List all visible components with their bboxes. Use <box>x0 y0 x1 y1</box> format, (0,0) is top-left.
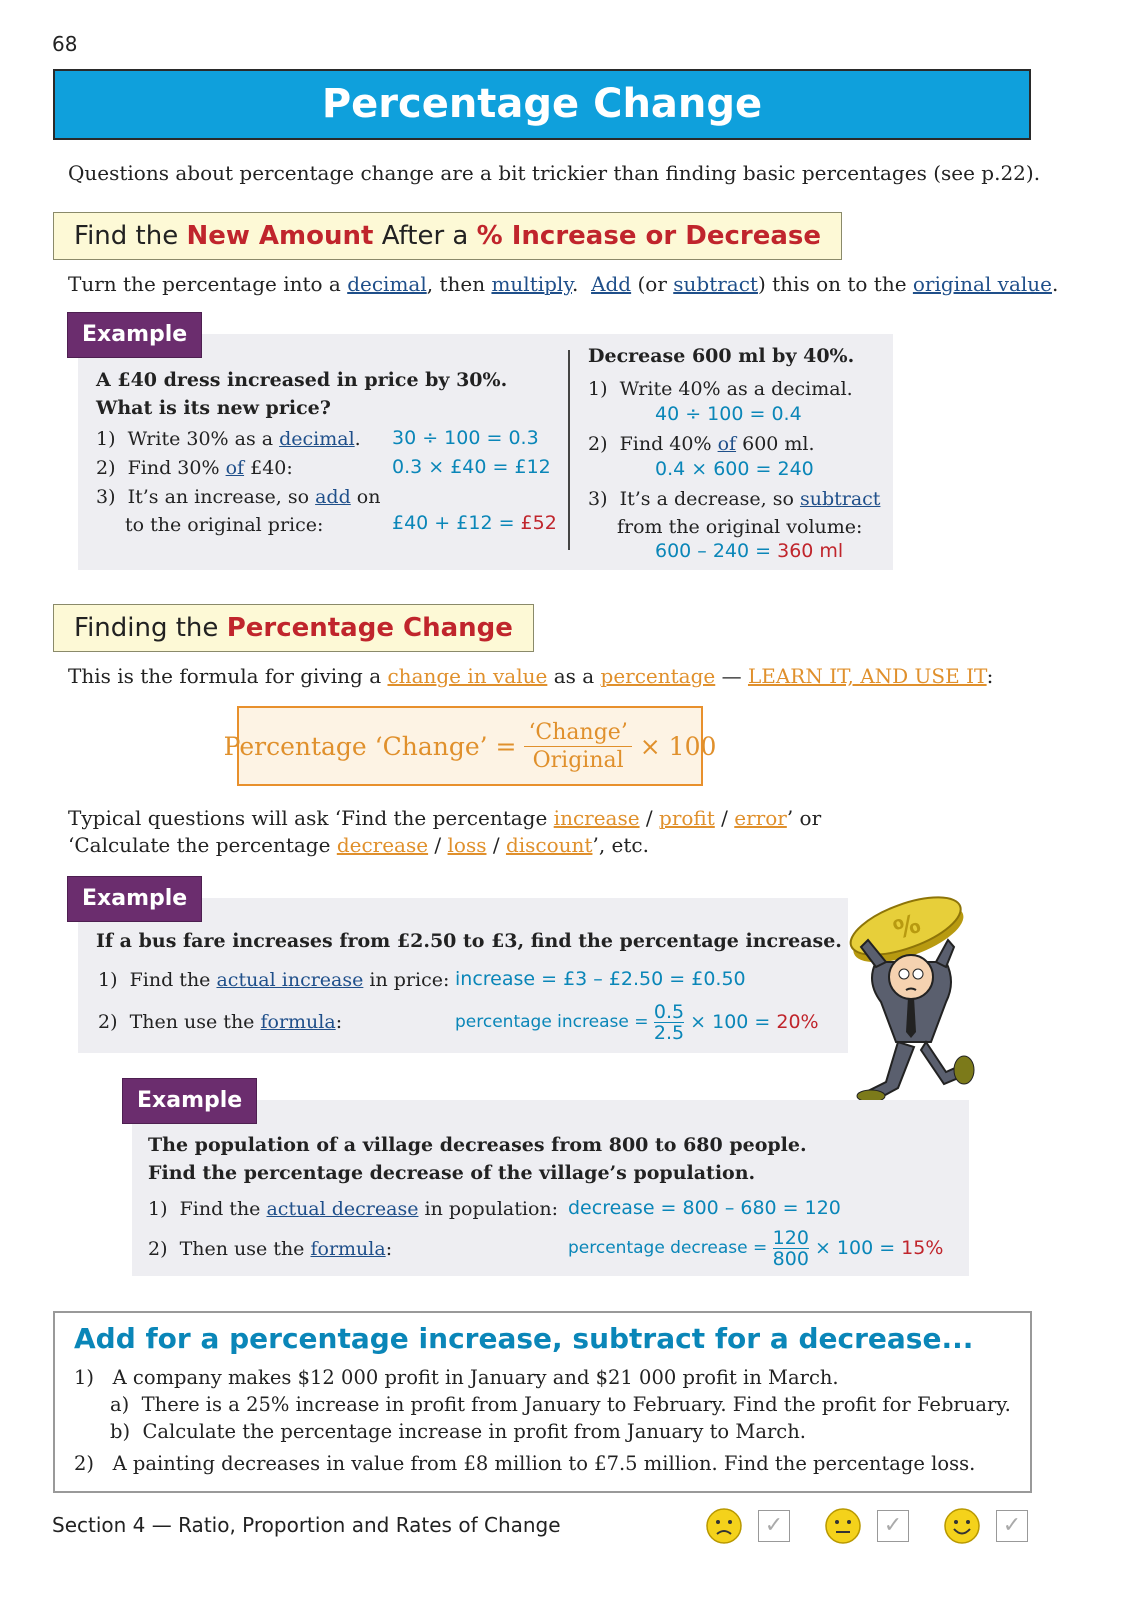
sad-face-icon <box>706 1508 742 1544</box>
heading-text: Finding the <box>74 613 227 643</box>
question-line: The population of a village decreases from 800 to 680 people. <box>148 1134 807 1156</box>
example2-step1 <box>98 966 449 994</box>
step-text: Find the <box>179 1198 267 1220</box>
step-number: 3) <box>96 486 116 508</box>
step-text: : <box>335 1011 343 1033</box>
heading-highlight: New Amount <box>186 221 374 251</box>
exercise-q1a <box>74 1391 1011 1418</box>
example1-step3 <box>96 483 380 539</box>
step-number: 2) <box>148 1238 168 1260</box>
formula-denominator: Original <box>532 747 624 773</box>
example1-right-step3 <box>588 485 880 541</box>
exercise-heading: Add for a percentage increase, subtract for a decrease... <box>74 1322 974 1355</box>
calc-result: 360 ml <box>777 540 844 562</box>
exercise-q1 <box>74 1364 1011 1391</box>
fraction-denominator: 800 <box>772 1247 809 1270</box>
step-text: to the original price: <box>125 514 324 536</box>
step-text: Find 40% <box>619 433 718 455</box>
step-text: in price: <box>363 969 450 991</box>
question-line: Find the percentage decrease of the village’s population. <box>148 1162 756 1184</box>
text: ’ or <box>786 806 822 830</box>
example1-step1-calc: 30 ÷ 100 = 0.3 <box>392 427 539 449</box>
keyword-decimal: decimal <box>347 272 427 296</box>
step-text: £40: <box>244 457 293 479</box>
footer-section: Section 4 — Ratio, Proportion and Rates of Change <box>52 1513 561 1537</box>
keyword-subtract: subtract <box>799 488 881 510</box>
text: ’, etc. <box>592 833 649 857</box>
self-assessment-happy <box>944 1508 1028 1544</box>
example2-tab: Example <box>67 876 202 922</box>
step-text: Then use the <box>179 1238 311 1260</box>
formula-fraction <box>524 719 631 774</box>
keyword-formula: formula <box>310 1238 386 1260</box>
keyword-change-in-value: change in value <box>387 664 548 688</box>
step-number: 2) <box>96 457 116 479</box>
example2-step2 <box>98 1008 342 1036</box>
question-number: b) <box>110 1420 131 1443</box>
page-number: 68 <box>52 32 78 56</box>
formula-left: Percentage ‘Change’ = <box>223 731 525 761</box>
example3-step1-calc: decrease = 800 – 680 = 120 <box>568 1197 841 1219</box>
step-text: Then use the <box>129 1011 261 1033</box>
example3-tab: Example <box>122 1078 257 1124</box>
text: / <box>639 806 660 830</box>
heading-highlight: % Increase or Decrease <box>476 221 821 251</box>
example1-tab: Example <box>67 312 202 358</box>
keyword-add: add <box>315 486 351 508</box>
neutral-face-icon <box>825 1508 861 1544</box>
section-heading-percentage-change <box>53 604 534 652</box>
text: This is the formula for giving a <box>68 664 388 688</box>
step-text: It’s an increase, so <box>127 486 316 508</box>
question-number: a) <box>110 1393 130 1416</box>
keyword-add: Add <box>591 272 632 296</box>
question-text: A painting decreases in value from £8 million to £7.5 million. Find the percentage loss. <box>112 1452 976 1475</box>
fraction-denominator: 2.5 <box>653 1021 685 1044</box>
happy-face-icon <box>944 1508 980 1544</box>
step-text: from the original volume: <box>617 516 863 538</box>
rule-text: Turn the percentage into a <box>68 272 348 296</box>
exercise-q2 <box>74 1450 1011 1477</box>
question-number: 2) <box>74 1452 95 1475</box>
heading-text: Find the <box>74 221 187 251</box>
question-number: 1) <box>74 1366 95 1389</box>
intro-text: Questions about percentage change are a bit trickier than finding basic percentages (see p.22). <box>68 161 1041 185</box>
text: Typical questions will ask ‘Find the percentage <box>68 806 554 830</box>
step-text: Write 30% as a <box>127 428 280 450</box>
keyword-decrease: decrease <box>336 833 429 857</box>
keyword-actual-decrease: actual decrease <box>266 1198 419 1220</box>
fraction-numerator: 0.5 <box>653 1000 685 1023</box>
formula-intro-line <box>68 664 993 688</box>
text: — <box>715 664 748 688</box>
step-text: . <box>354 428 361 450</box>
question-text: A company makes $12 000 profit in January and $21 000 profit in March. <box>112 1366 839 1389</box>
calc-fraction <box>773 1228 809 1269</box>
example1-right-step2-calc: 0.4 × 600 = 240 <box>655 458 814 480</box>
calc-fraction <box>654 1002 684 1043</box>
text: as a <box>547 664 601 688</box>
svg-text:%: % <box>889 909 925 947</box>
example1-step2-calc: 0.3 × £40 = £12 <box>392 456 551 478</box>
keyword-original-value: original value <box>912 272 1052 296</box>
calc-label: percentage decrease = <box>568 1238 773 1258</box>
question-line: A £40 dress increased in price by 30%. <box>96 369 508 391</box>
step-number: 3) <box>588 488 608 510</box>
step-text: : <box>385 1238 393 1260</box>
checkbox-sad[interactable]: ✓ <box>758 1510 790 1542</box>
calc-result: 15% <box>901 1237 944 1259</box>
fraction-numerator: 120 <box>772 1226 809 1249</box>
exercise-questions <box>74 1364 1011 1477</box>
step-number: 2) <box>588 433 608 455</box>
keyword-profit: profit <box>659 806 715 830</box>
example1-step1 <box>96 425 361 453</box>
text: / <box>714 806 735 830</box>
example3-step2 <box>148 1235 392 1263</box>
keyword-of: of <box>225 457 245 479</box>
self-assessment-neutral <box>825 1508 909 1544</box>
calc-text: 600 – 240 = <box>655 540 778 562</box>
text: : <box>986 664 994 688</box>
example2-question: If a bus fare increases from £2.50 to £3, find the percentage increase. <box>96 930 842 952</box>
example1-question <box>96 366 507 422</box>
example1-right-step1-calc: 40 ÷ 100 = 0.4 <box>655 403 802 425</box>
keyword-loss: loss <box>447 833 487 857</box>
rule-text: , then <box>426 272 492 296</box>
section-heading-new-amount <box>53 212 842 260</box>
self-assessment-sad <box>706 1508 790 1544</box>
step-text: in population: <box>418 1198 559 1220</box>
example1-step2 <box>96 454 293 482</box>
calc-text: £40 + £12 = <box>392 512 521 534</box>
step-text: 600 ml. <box>736 433 815 455</box>
keyword-of: of <box>717 433 737 455</box>
question-text: Calculate the percentage increase in profit from January to March. <box>142 1420 806 1443</box>
page-title: Percentage Change <box>321 81 763 127</box>
step-text: It’s a decrease, so <box>619 488 800 510</box>
text: / <box>486 833 506 857</box>
example3-step2-calc <box>568 1227 943 1269</box>
example2-step1-calc: increase = £3 – £2.50 = £0.50 <box>455 968 746 990</box>
keyword-percentage: percentage <box>600 664 716 688</box>
heading-text: After a <box>373 221 477 251</box>
example3-step1 <box>148 1195 558 1223</box>
title-banner <box>53 69 1031 140</box>
cartoon-man-carrying-percent-coin-icon <box>836 892 976 1107</box>
keyword-error: error <box>734 806 787 830</box>
exercise-q1b <box>74 1418 1011 1445</box>
question-line: What is its new price? <box>96 397 331 419</box>
example1-right-question: Decrease 600 ml by 40%. <box>588 345 855 367</box>
step-text: Find 30% <box>127 457 226 479</box>
step-number: 1) <box>588 378 608 400</box>
formula-right: × 100 <box>631 731 717 761</box>
calc-text: × 100 = <box>808 1237 902 1259</box>
calc-result: 20% <box>776 1011 819 1033</box>
keyword-actual-increase: actual increase <box>216 969 364 991</box>
example1-divider <box>568 350 570 550</box>
rule-text: . <box>571 272 592 296</box>
checkbox-neutral[interactable]: ✓ <box>877 1510 909 1542</box>
calc-label: percentage increase = <box>455 1012 654 1032</box>
rule-line <box>68 272 1058 296</box>
formula-box <box>223 706 717 786</box>
step-text: on <box>350 486 381 508</box>
keyword-subtract: subtract <box>673 272 758 296</box>
step-text: Find the <box>129 969 217 991</box>
example1-right-step1 <box>588 375 853 403</box>
text: ‘Calculate the percentage <box>68 833 337 857</box>
step-number: 1) <box>148 1198 168 1220</box>
heading-highlight: Percentage Change <box>226 613 513 643</box>
formula-numerator: ‘Change’ <box>524 719 631 747</box>
keyword-formula: formula <box>260 1011 336 1033</box>
step-number: 2) <box>98 1011 118 1033</box>
example3-question <box>148 1131 807 1187</box>
rule-text: (or <box>631 272 674 296</box>
rule-text: . <box>1051 272 1059 296</box>
keyword-discount: discount <box>505 833 593 857</box>
keyword-decimal: decimal <box>279 428 355 450</box>
step-text: Write 40% as a decimal. <box>619 378 853 400</box>
calc-result: £52 <box>520 512 557 534</box>
example1-right-step3-calc <box>655 540 843 562</box>
rule-text: ) this on to the <box>757 272 913 296</box>
checkbox-happy[interactable]: ✓ <box>996 1510 1028 1542</box>
step-number: 1) <box>98 969 118 991</box>
keyword-increase: increase <box>553 806 640 830</box>
keyword-learn-it: LEARN IT, AND USE IT <box>747 664 987 688</box>
calc-text: × 100 = <box>684 1011 777 1033</box>
example2-step2-calc <box>455 1001 819 1043</box>
text: / <box>428 833 448 857</box>
typical-questions <box>68 805 821 859</box>
step-number: 1) <box>96 428 116 450</box>
example1-step3-calc <box>392 512 557 534</box>
question-text: There is a 25% increase in profit from January to February. Find the profit for February. <box>141 1393 1011 1416</box>
keyword-multiply: multiply <box>491 272 572 296</box>
example1-right-step2 <box>588 430 815 458</box>
